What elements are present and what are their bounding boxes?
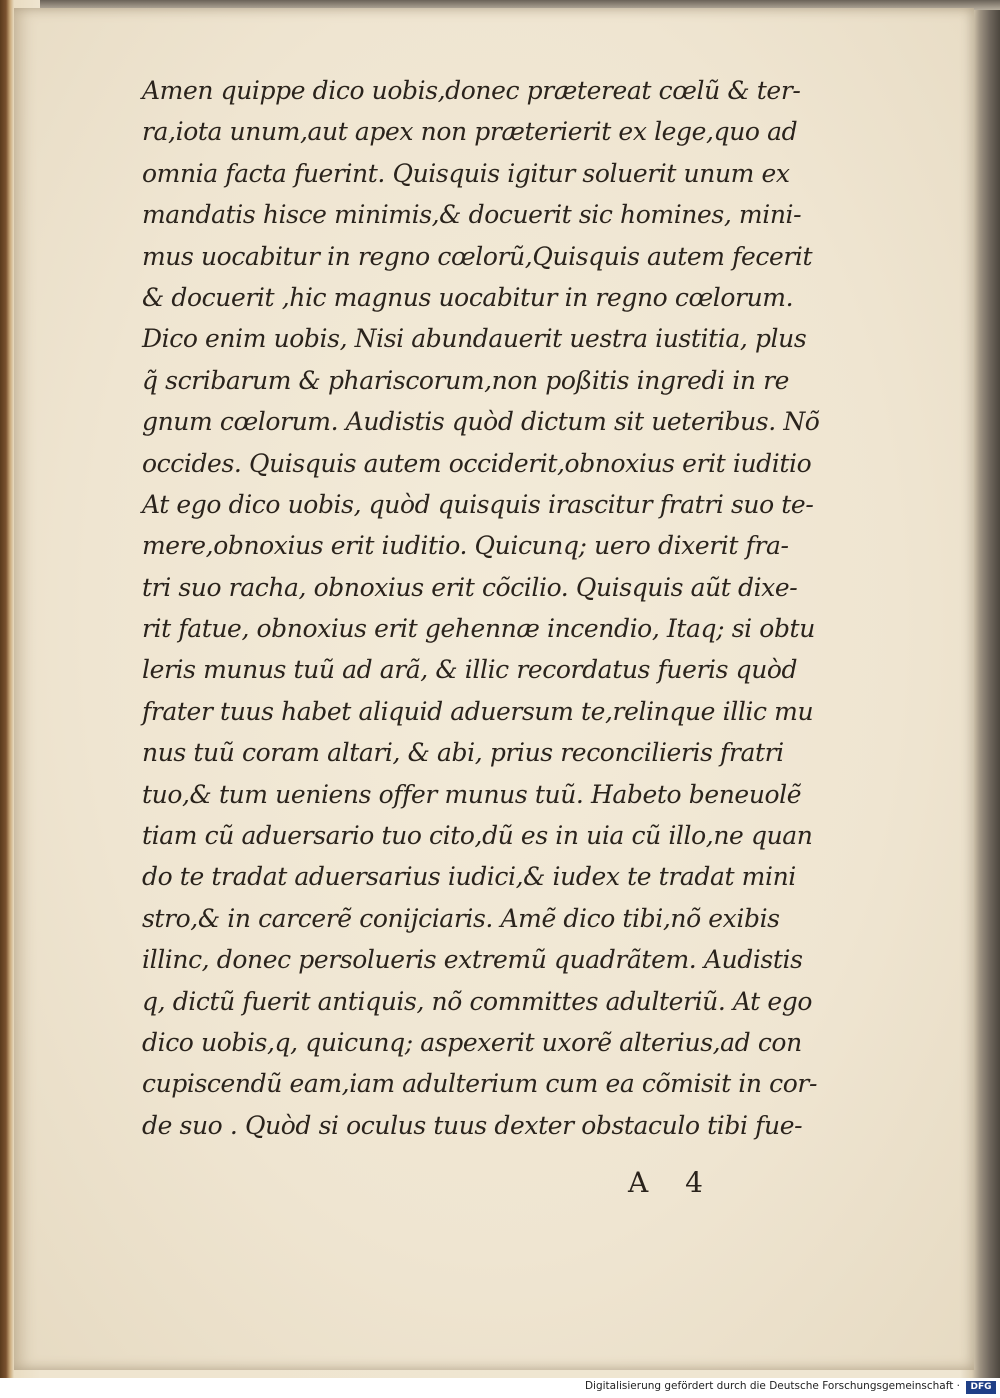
text-line: nus tuũ coram altari, & abi, prius reconcilieris fratri [142, 738, 784, 768]
text-line: tiam cũ aduersario tuo cito,dũ es in uia cũ illo,ne quan [142, 821, 813, 851]
text-line: illinc, donec persolueris extremũ quadrãtem. Audistis [142, 945, 803, 975]
text-line: do te tradat aduersarius iudici,& iudex te tradat mini [142, 862, 796, 892]
text-line: de suo . Quòd si oculus tuus dexter obstaculo tibi fue- [142, 1110, 803, 1140]
text-line: q, dictũ fuerit antiquis, nõ committes adulteriũ. At ego [142, 986, 813, 1016]
text-line: rit fatue, obnoxius erit gehennæ incendio, Itaq; si obtu [142, 614, 815, 644]
text-line: stro,& in carcerẽ conijciaris. Amẽ dico tibi,nõ exibis [142, 903, 780, 933]
text-line: tri suo racha, obnoxius erit cõcilio. Quisquis aũt dixe- [142, 572, 798, 602]
dfg-logo: DFG [966, 1381, 996, 1394]
text-line: & docuerit ,hic magnus uocabitur in regno cœlorum. [142, 282, 794, 312]
text-line: Dico enim uobis, Nisi abundauerit uestra iustitia, plus [142, 324, 807, 354]
text-line: leris munus tuũ ad arã, & illic recordatus fueris quòd [142, 655, 798, 685]
text-line: ra,iota unum,aut apex non præterierit ex lege,quo ad [142, 117, 798, 147]
text-line: Amen quippe dico uobis,donec prætereat cœlũ & ter- [142, 76, 801, 105]
text-line: dico uobis,q, quicunq; aspexerit uxorẽ alterius,ad con [142, 1027, 802, 1057]
text-line: occides. Quisquis autem occiderit,obnoxius erit iuditio [142, 448, 812, 478]
text-line: frater tuus habet aliquid aduersum te,relinque illic mu [142, 696, 814, 726]
text-line: cupiscendũ eam,iam adulterium cum ea cõmisit in cor- [142, 1069, 818, 1099]
text-line: gnum cœlorum. Audistis quòd dictum sit ueteribus. Nõ [142, 407, 820, 437]
text-line: q̃ scribarum & phariscorum,non poßitis ingredi in re [142, 365, 790, 395]
footer-credit: Digitalisierung gefördert durch die Deutsche Forschungsgemeinschaft · [584, 1380, 960, 1392]
text-line: mere,obnoxius erit iuditio. Quicunq; uero dixerit fra- [142, 531, 789, 561]
signature-mark: A 4 [628, 1166, 717, 1199]
page-text [142, 70, 842, 1146]
text-line: mandatis hisce minimis,& docuerit sic homines, mini- [142, 200, 802, 230]
text-line: At ego dico uobis, quòd quisquis irascitur fratri suo te- [142, 489, 814, 519]
text-line: mus uocabitur in regno cœlorũ,Quisquis autem fecerit [142, 241, 813, 271]
footer-bar [0, 1378, 1000, 1398]
text-line: tuo,& tum ueniens offer munus tuũ. Habeto beneuolẽ [142, 779, 802, 809]
text-line: omnia facta fuerint. Quisquis igitur soluerit unum ex [142, 158, 790, 188]
